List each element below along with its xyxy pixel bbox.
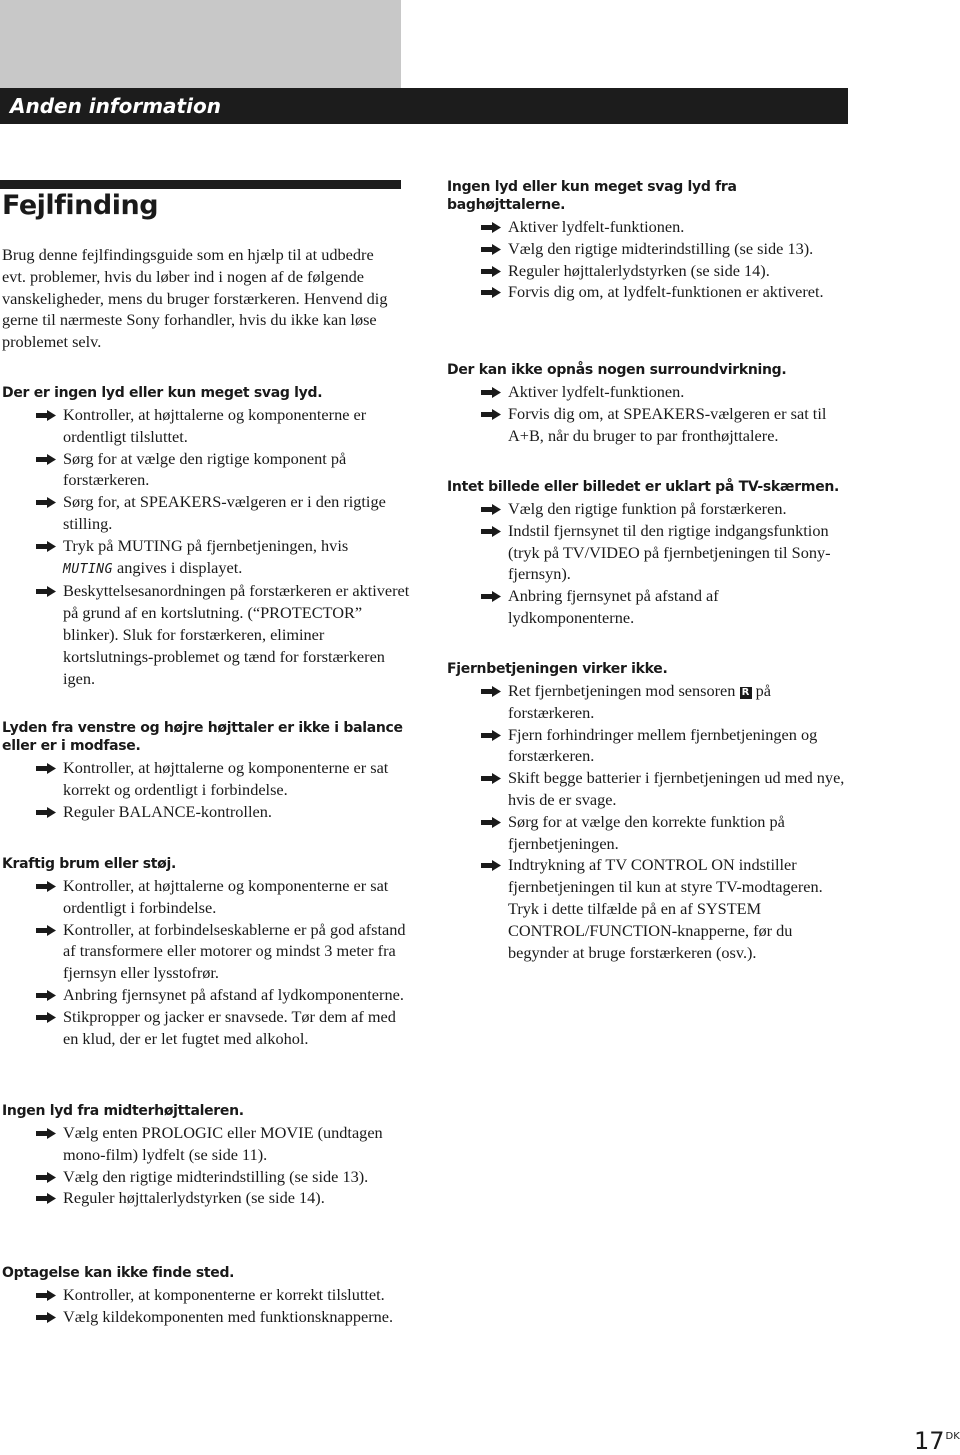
solution-item: Indstil fjernsynet til den rigtige indgangsfunktion (tryk på TV/VIDEO på fjernbetjeningen til Sony-fjernsyn).: [447, 520, 847, 585]
muting-display-text: MUTING: [63, 561, 113, 577]
problem-heading: Fjernbetjeningen virker ikke.: [447, 661, 668, 677]
solution-item: Skift begge batterier i fjernbetjeningen ud med nye, hvis de er svage.: [447, 767, 847, 811]
problem-heading: Optagelse kan ikke finde sted.: [2, 1265, 235, 1281]
arrow-icon: [36, 925, 56, 936]
problem-surround: [447, 361, 847, 446]
header-gray-block: [0, 0, 401, 88]
arrow-icon: [36, 1193, 56, 1204]
solution-item: Vælg kildekomponenten med funktionsknapperne.: [2, 1306, 412, 1328]
arrow-icon: [481, 287, 501, 298]
solution-item: Stikpropper og jacker er snavsede. Tør dem af med en klud, der er let fugtet med alkohol.: [2, 1006, 412, 1050]
arrow-icon: [36, 763, 56, 774]
solution-item: Forvis dig om, at lydfelt-funktionen er aktiveret.: [447, 281, 847, 303]
solution-item: Kontroller, at højttalerne og komponenterne er sat korrekt og ordentligt i forbindelse.: [2, 757, 412, 801]
arrow-icon: [36, 410, 56, 421]
solution-item: Aktiver lydfelt-funktionen.: [447, 381, 847, 403]
intro-paragraph: Brug denne fejlfindingsguide som en hjælp til at udbedre evt. problemer, hvis du løber ind i nogen af de følgende vanskeligheder, mens du bruger forstærkeren. Henvend dig gerne til nærmeste Sony forhandler, hvis du ikke kan løse problemet selv.: [2, 245, 388, 352]
solution-item: Vælg den rigtige midterindstilling (se side 13).: [447, 238, 847, 260]
solution-item: Tryk på MUTING på fjernbetjeningen, hvis MUTING angives i displayet.: [2, 535, 412, 581]
problem-no-sound: [2, 384, 412, 689]
problem-heading: Ingen lyd eller kun meget svag lyd fra baghøjttalerne.: [447, 179, 737, 213]
arrow-icon: [36, 454, 56, 465]
problem-center-speaker: [2, 1102, 412, 1209]
remote-sensor-icon: R: [740, 687, 752, 699]
arrow-icon: [481, 686, 501, 697]
problem-heading: Ingen lyd fra midterhøjttaleren.: [2, 1103, 244, 1119]
solution-item: Anbring fjernsynet på afstand af lydkomponenterne.: [447, 585, 847, 629]
arrow-icon: [481, 860, 501, 871]
problem-heading: Lyden fra venstre og højre højttaler er ikke i balance eller er i modfase.: [2, 720, 403, 754]
problem-recording: [2, 1264, 412, 1328]
solution-item: Vælg enten PROLOGIC eller MOVIE (undtagen mono-film) lydfelt (se side 11).: [2, 1122, 412, 1166]
solution-item: Kontroller, at højttalerne og komponenterne er sat ordentligt i forbindelse.: [2, 875, 412, 919]
problem-balance: [2, 719, 412, 822]
page-number: $17^{DK}$: [914, 1427, 960, 1455]
arrow-icon: [481, 773, 501, 784]
problem-tv-picture: [447, 478, 847, 629]
arrow-icon: [36, 541, 56, 552]
problem-rear-speakers: [447, 178, 847, 303]
problem-heading: Intet billede eller billedet er uklart på TV-skærmen.: [447, 479, 840, 495]
arrow-icon: [481, 266, 501, 277]
arrow-icon: [481, 387, 501, 398]
solution-item: Aktiver lydfelt-funktionen.: [447, 216, 847, 238]
arrow-icon: [36, 807, 56, 818]
solution-item: Sørg for, at SPEAKERS-vælgeren er i den rigtige stilling.: [2, 491, 412, 535]
section-header: Anden information: [0, 88, 848, 124]
arrow-icon: [36, 881, 56, 892]
problem-heading: Der kan ikke opnås nogen surroundvirkning.: [447, 362, 787, 378]
solution-item: Reguler højttalerlydstyrken (se side 14).: [2, 1187, 412, 1209]
solution-item: Kontroller, at forbindelseskablerne er på god afstand af transformere eller motorer og mindst 3 meter fra fjernsyn eller lysstofrør.: [2, 919, 412, 984]
arrow-icon: [36, 586, 56, 597]
arrow-icon: [481, 591, 501, 602]
solution-item: Reguler BALANCE-kontrollen.: [2, 801, 412, 823]
solution-item: Indtrykning af TV CONTROL ON indstiller fjernbetjeningen til kun at styre TV-modtageren. Tryk i dette tilfælde på en af SYSTEM CONTROL/FUNCTION-knapperne, før du begynder at bruge forstærkeren (osv.).: [447, 854, 847, 963]
arrow-icon: [481, 526, 501, 537]
page-title: Fejlfinding: [2, 190, 159, 221]
problem-hum-noise: [2, 855, 412, 1049]
arrow-icon: [481, 730, 501, 741]
solution-item: Reguler højttalerlydstyrken (se side 14).: [447, 260, 847, 282]
solution-item: Vælg den rigtige midterindstilling (se side 13).: [2, 1166, 412, 1188]
solution-item: Vælg den rigtige funktion på forstærkeren.: [447, 498, 847, 520]
solution-item: Sørg for at vælge den rigtige komponent på forstærkeren.: [2, 448, 412, 492]
solution-item: Beskyttelsesanordningen på forstærkeren er aktiveret på grund af en kortslutning. (“PROTECTOR” blinker). Sluk for forstærkeren, eliminer kortslutnings-problemet og tænd for forstærkeren igen.: [2, 580, 412, 689]
arrow-icon: [481, 244, 501, 255]
problem-heading: Der er ingen lyd eller kun meget svag lyd.: [2, 385, 323, 401]
solution-item: Forvis dig om, at SPEAKERS-vælgeren er sat til A+B, når du bruger to par fronthøjttalere.: [447, 403, 847, 447]
arrow-icon: [36, 990, 56, 1001]
arrow-icon: [481, 222, 501, 233]
solution-item: Kontroller, at højttalerne og komponenterne er ordentligt tilsluttet.: [2, 404, 412, 448]
title-rule: [0, 180, 401, 189]
solution-item: Ret fjernbetjeningen mod sensoren R på forstærkeren.: [447, 680, 847, 724]
arrow-icon: [36, 1012, 56, 1023]
arrow-icon: [481, 504, 501, 515]
arrow-icon: [481, 409, 501, 420]
problem-remote: [447, 660, 847, 963]
page-language: DK: [945, 1431, 960, 1442]
arrow-icon: [36, 1128, 56, 1139]
arrow-icon: [36, 497, 56, 508]
solution-item: Kontroller, at komponenterne er korrekt tilsluttet.: [2, 1284, 412, 1306]
problem-heading: Kraftig brum eller støj.: [2, 856, 176, 872]
solution-item: Sørg for at vælge den korrekte funktion på fjernbetjeningen.: [447, 811, 847, 855]
arrow-icon: [481, 817, 501, 828]
solution-item: Anbring fjernsynet på afstand af lydkomponenterne.: [2, 984, 412, 1006]
solution-item: Fjern forhindringer mellem fjernbetjeningen og forstærkeren.: [447, 724, 847, 768]
arrow-icon: [36, 1290, 56, 1301]
arrow-icon: [36, 1172, 56, 1183]
arrow-icon: [36, 1312, 56, 1323]
